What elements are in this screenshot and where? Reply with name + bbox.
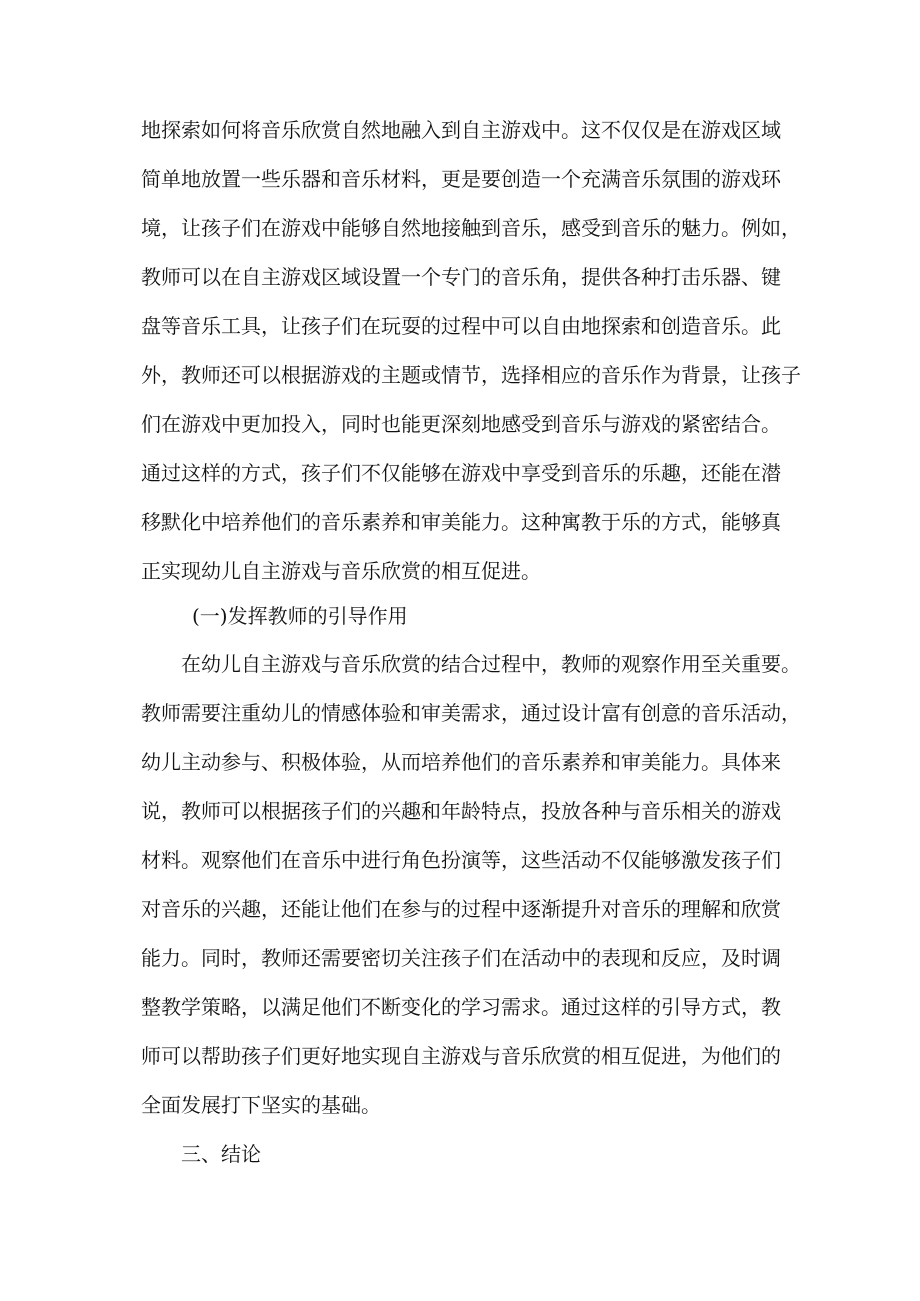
text-line: 境，让孩子们在游戏中能够自然地接触到音乐，感受到音乐的魅力。例如， <box>141 216 801 240</box>
text-line: 说，教师可以根据孩子们的兴趣和年龄特点，投放各种与音乐相关的游戏 <box>141 799 781 823</box>
text-line: 教师可以在自主游戏区域设置一个专门的音乐角，提供各种打击乐器、键 <box>141 265 781 289</box>
text-line: 材料。观察他们在音乐中进行角色扮演等，这些活动不仅能够激发孩子们 <box>141 848 781 872</box>
paragraph-first-line: 在幼儿自主游戏与音乐欣赏的结合过程中，教师的观察作用至关重要。 <box>181 652 801 676</box>
conclusion-heading: 三、结论 <box>181 1142 261 1166</box>
text-line: 通过这样的方式，孩子们不仅能够在游戏中享受到音乐的乐趣，还能在潜 <box>141 461 781 485</box>
text-line: 正实现幼儿自主游戏与音乐欣赏的相互促进。 <box>141 559 541 583</box>
text-line: 地探索如何将音乐欣赏自然地融入到自主游戏中。这不仅仅是在游戏区域 <box>141 118 781 142</box>
text-line: 整教学策略，以满足他们不断变化的学习需求。通过这样的引导方式，教 <box>141 995 781 1019</box>
text-line: 幼儿主动参与、积极体验，从而培养他们的音乐素养和审美能力。具体来 <box>141 750 781 774</box>
text-line: 简单地放置一些乐器和音乐材料，更是要创造一个充满音乐氛围的游戏环 <box>141 167 781 191</box>
text-line: 教师需要注重幼儿的情感体验和审美需求，通过设计富有创意的音乐活动， <box>141 701 801 725</box>
text-line: 移默化中培养他们的音乐素养和审美能力。这种寓教于乐的方式，能够真 <box>141 510 781 534</box>
text-line: 全面发展打下坚实的基础。 <box>141 1093 381 1117</box>
text-line: 师可以帮助孩子们更好地实现自主游戏与音乐欣赏的相互促进，为他们的 <box>141 1044 781 1068</box>
text-line: 能力。同时，教师还需要密切关注孩子们在活动中的表现和反应，及时调 <box>141 946 781 970</box>
text-line: 盘等音乐工具，让孩子们在玩耍的过程中可以自由地探索和创造音乐。此 <box>141 314 781 338</box>
text-line: 对音乐的兴趣，还能让他们在参与的过程中逐渐提升对音乐的理解和欣赏 <box>141 897 781 921</box>
text-line: 们在游戏中更加投入，同时也能更深刻地感受到音乐与游戏的紧密结合。 <box>141 412 781 436</box>
section-heading: (一)发挥教师的引导作用 <box>192 604 408 628</box>
text-line: 外，教师还可以根据游戏的主题或情节，选择相应的音乐作为背景，让孩子 <box>141 363 801 387</box>
